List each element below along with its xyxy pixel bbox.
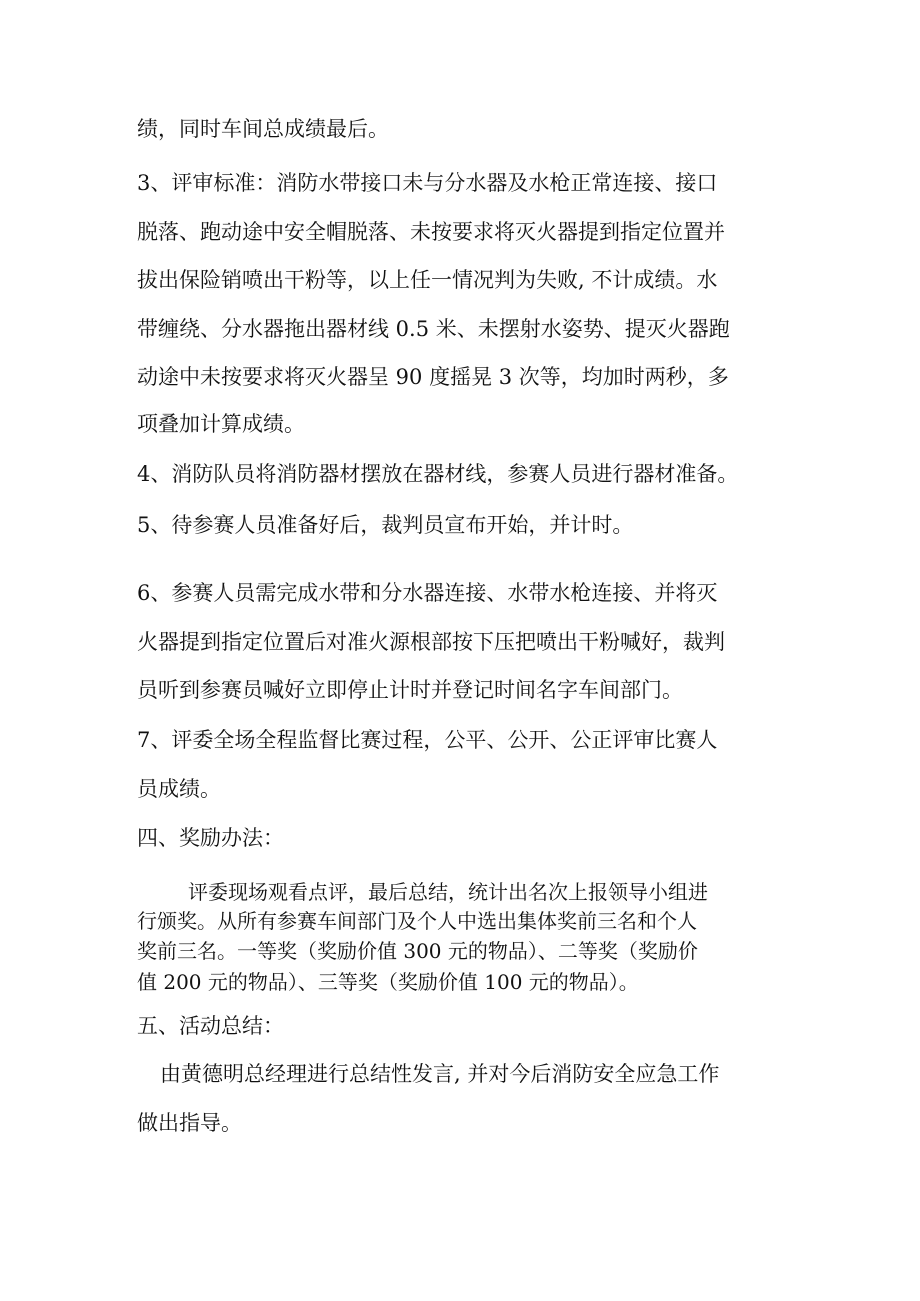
text-line-7: 项叠加计算成绩。 — [137, 412, 305, 436]
text-line-18: 奖前三名。一等奖（奖励价值 300 元的物品）、二等奖（奖励价 — [137, 939, 698, 963]
text-line-4: 拔出保险销喷出干粉等，以上任一情况判为失败, 不计成绩。水 — [137, 268, 718, 292]
text-line-5: 带缠绕、分水器拖出器材线 0.5 米、未摆射水姿势、提灭火器跑 — [137, 317, 730, 341]
text-line-12: 员听到参赛员喊好立即停止计时并登记时间名字车间部门。 — [137, 678, 683, 702]
text-line-9: 5、待参赛人员准备好后，裁判员宣布开始，并计时。 — [137, 513, 634, 537]
text-line-14: 员成绩。 — [137, 777, 221, 801]
text-line-6: 动途中未按要求将灭火器呈 90 度摇晃 3 次等，均加时两秒，多 — [137, 365, 729, 389]
text-line-8: 4、消防队员将消防器材摆放在器材线，参赛人员进行器材准备。 — [137, 462, 739, 486]
text-line-16: 评委现场观看点评，最后总结，统计出名次上报领导小组进 — [188, 880, 708, 904]
text-line-2: 3、评审标准：消防水带接口未与分水器及水枪正常连接、接口 — [137, 171, 718, 195]
text-line-1: 绩，同时车间总成绩最后。 — [137, 117, 389, 141]
text-line-17: 行颁奖。从所有参赛车间部门及个人中选出集体奖前三名和个人 — [137, 909, 697, 933]
section-heading-rewards: 四、奖励办法： — [137, 826, 284, 850]
text-line-10: 6、参赛人员需完成水带和分水器连接、水带水枪连接、并将灭 — [137, 581, 718, 605]
text-line-21: 由黄德明总经理进行总结性发言, 并对今后消防安全应急工作 — [160, 1062, 720, 1086]
text-line-19: 值 200 元的物品）、三等奖（奖励价值 100 元的物品）。 — [137, 970, 639, 994]
text-line-3: 脱落、跑动途中安全帽脱落、未按要求将灭火器提到指定位置并 — [137, 220, 725, 244]
text-line-11: 火器提到指定位置后对准火源根部按下压把喷出干粉喊好，裁判 — [137, 630, 725, 654]
text-line-13: 7、评委全场全程监督比赛过程，公平、公开、公正评审比赛人 — [137, 728, 718, 752]
text-line-22: 做出指导。 — [137, 1111, 242, 1135]
section-heading-summary: 五、活动总结： — [137, 1014, 284, 1038]
